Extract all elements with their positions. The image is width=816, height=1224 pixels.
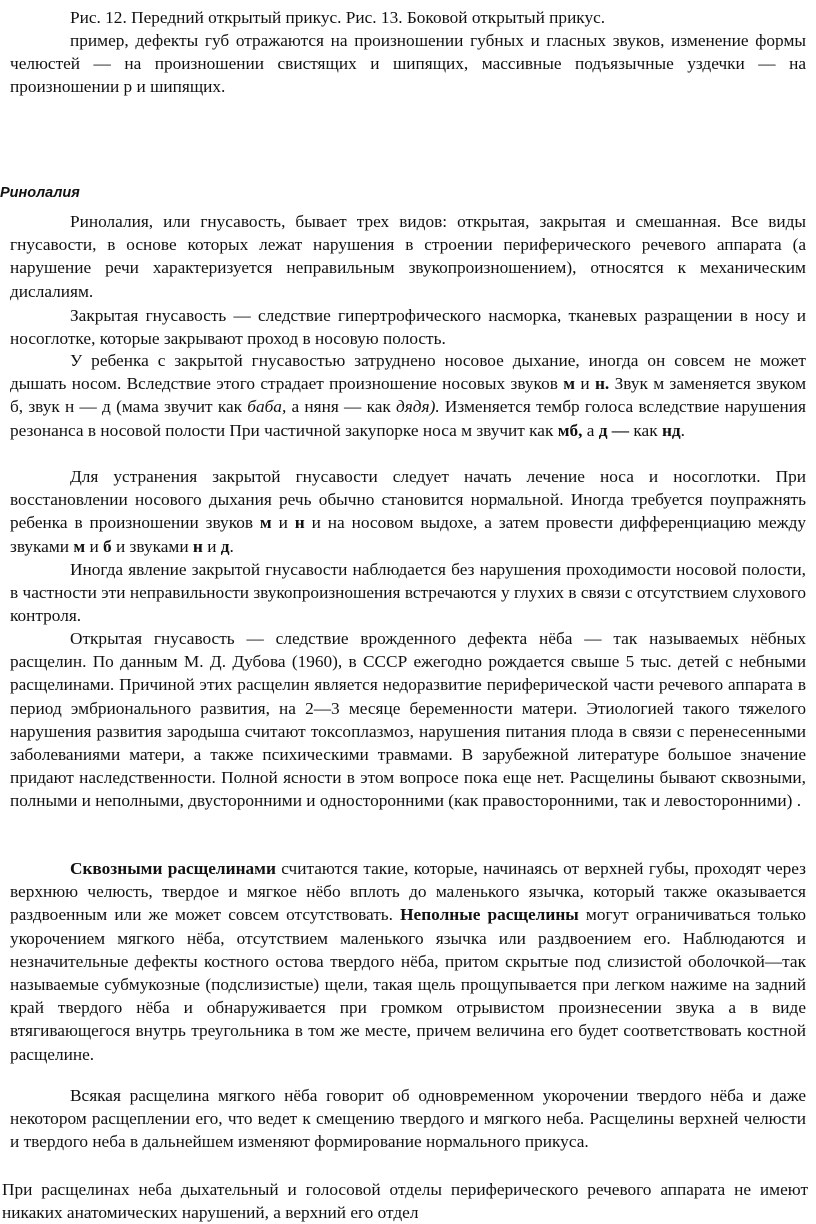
section-heading: Ринолалия xyxy=(0,185,80,201)
text-run: Для устранения закрытой гнусавости следует начать лечение носа и носоглотки. При восстановлении носового дыхания речь обычно становится нормальной. Иногда требуется поупражнять ребенка в произношении звуков xyxy=(10,467,806,533)
text-run: У ребенка с закрытой гнусавостью затруднено носовое дыхание, иногда он совсем не может дышать носом. Вследствие этого страдает произношение носовых звуков xyxy=(10,351,806,394)
bold-run: м xyxy=(73,536,86,556)
bold-run: д — xyxy=(598,420,630,440)
bold-run: н. xyxy=(594,374,610,394)
paragraph-closed-nasality-symptoms xyxy=(10,349,806,442)
text-run: а xyxy=(582,420,599,440)
bold-run: Неполные расщелины xyxy=(400,905,579,925)
text-run: как xyxy=(629,420,662,440)
text-run: и xyxy=(85,536,104,556)
text-run: . xyxy=(680,420,685,440)
text-run: и xyxy=(575,374,595,394)
bold-run: д xyxy=(220,536,230,556)
bold-run: б xyxy=(103,536,112,556)
italic-run: дядя). xyxy=(396,397,440,417)
intro-paragraph: пример, дефекты губ отражаются на произношении губных и гласных звуков, изменение формы челюстей — на произношении свистящих и шипящих, массивные подъязычные уздечки — на произношении р и шипящих. xyxy=(10,31,806,97)
bold-run: м xyxy=(563,374,576,394)
text-run: и xyxy=(271,513,295,533)
paragraph-cleft-anatomy: При расщелинах неба дыхательный и голосовой отделы периферического речевого аппарата не имеют никаких анатомических нарушений, а верхний его отдел xyxy=(2,1180,808,1223)
text-run: и на носовом выдохе, а затем провести дифференциацию между звуками xyxy=(10,513,806,556)
text-run: и xyxy=(202,536,221,556)
text-run: . xyxy=(229,536,234,556)
bold-run: н xyxy=(294,513,305,533)
paragraph-soft-palate-cleft: Всякая расщелина мягкого нёба говорит об одновременном укорочении твердого нёба и даже некотором расщеплении его, что ведет к смещению твердого и мягкого неба. Расщелины верхней челюсти и твердого неба в дальнейшем изменяют формирование нормального прикуса. xyxy=(10,1086,806,1152)
bold-run: мб, xyxy=(557,420,583,440)
paragraph-deaf-nasality: Иногда явление закрытой гнусавости наблюдается без нарушения проходимости носовой полости, в частности эти неправильности звукопроизношения встречаются у глухих в связи с отсутствием слухового контроля. xyxy=(10,560,806,626)
text-run: Изменяется тембр голоса вследствие нарушения резонанса в носовой полости При частичной закупорке носа м звучит как xyxy=(10,397,806,440)
paragraph-cleft-types xyxy=(10,857,806,1066)
text-run: Звук м заменяется звуком б, звук н — д (мама звучит как xyxy=(10,374,807,417)
text-run: а няня — как xyxy=(286,397,397,417)
text-run: считаются такие, которые, начинаясь от верхней губы, проходят через верхнюю челюсть, твердое и мягкое нёбо вплоть до маленького язычка, который также оказывается раздвоенным или же может совсем отсутствовать. xyxy=(10,859,806,925)
text-run: и звуками xyxy=(111,536,193,556)
figure-caption: Рис. 12. Передний открытый прикус. Рис. 13. Боковой открытый прикус. xyxy=(70,8,606,27)
bold-run: м xyxy=(259,513,272,533)
paragraph-open-nasality: Открытая гнусавость — следствие врожденного дефекта нёба — так называемых нёбных расщелин. По данным М. Д. Дубова (1960), в СССР ежегодно рождается свыше 5 тыс. детей с небными расщелинами. Причиной этих расщелин является недоразвитие периферической части речевого аппарата в период эмбрионального развития, на 2—3 месяце беременности матери. Этиологией такого тяжелого нарушения развития зародыша считают токсоплазмоз, нарушения питания плода в связи с перенесенными заболеваниями матери, а также психическими травмами. В зарубежной литературе большое значение придают наследственности. Полной ясности в этом вопросе пока еще нет. Расщелины бывают сквозными, полными и неполными, двусторонними и односторонними (как правосторонними, так и левосторонними) . xyxy=(10,629,806,811)
paragraph-rhinolalia-types: Ринолалия, или гнусавость, бывает трех видов: открытая, закрытая и смешанная. Все виды гнусавости, в основе которых лежат нарушения в строении периферического речевого аппарата (а нарушение речи характеризуется неправильным звукопроизношением), относятся к механическим дислалиям. xyxy=(10,212,806,301)
paragraph-closed-nasality: Закрытая гнусавость — следствие гипертрофического насморка, тканевых разращении в носу и носоглотке, которые закрывают проход в носовую полость. xyxy=(10,306,806,349)
text-run: могут ограничиваться только укорочением мягкого нёба, отсутствием маленького язычка или раздвоением его. Наблюдаются и незначительные дефекты костного остова твердого нёба, притом скрытые под слизистой оболочкой—так называемые субмукозные (подслизистые) щели, такая щель прощупывается при легком нажиме на задний край твердого нёба и обнаруживается при громком отрывистом произнесении звука а в виде втягивающегося внутрь треугольника в том же месте, причем величина его будет соответствовать костной расщелине. xyxy=(10,905,807,1064)
italic-run: баба, xyxy=(247,397,287,417)
bold-run: нд xyxy=(661,420,681,440)
paragraph-closed-nasality-treatment xyxy=(10,465,806,558)
bold-run: Сквозными расщелинами xyxy=(70,859,276,878)
bold-run: н xyxy=(192,536,203,556)
